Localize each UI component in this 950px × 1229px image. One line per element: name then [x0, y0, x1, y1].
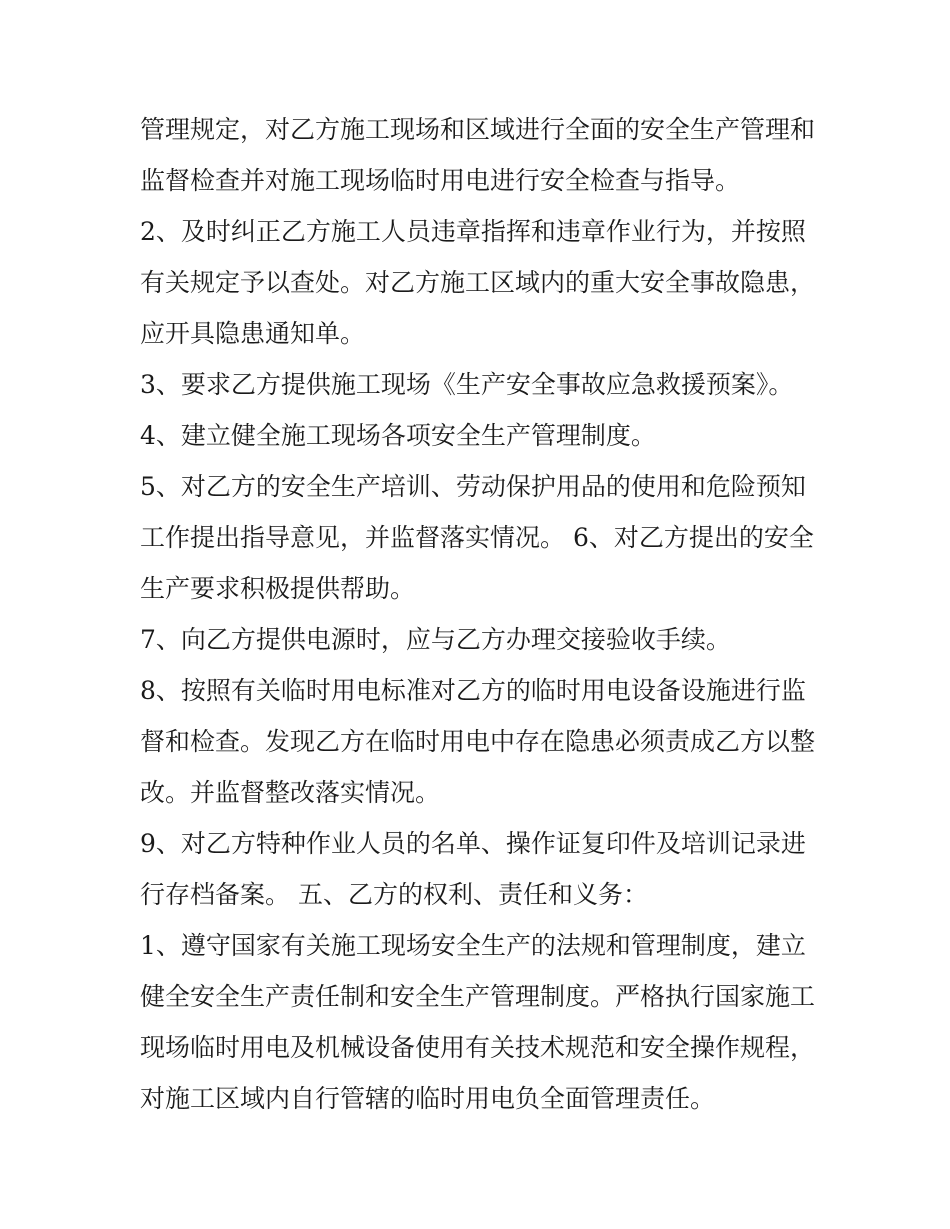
text-line: 7、向乙方提供电源时，应与乙方办理交接验收手续。 [140, 625, 731, 654]
text-line: 行存档备案。 五、乙方的权利、责任和义务： [140, 880, 648, 909]
text-line: 2、及时纠正乙方施工人员违章指挥和违章作业行为，并按照 [140, 217, 806, 246]
text-line: 3、要求乙方提供施工现场《生产安全事故应急救援预案》。 [140, 370, 794, 399]
text-line: 工作提出指导意见，并监督落实情况。 6、对乙方提出的安全 [140, 523, 814, 552]
text-line: 8、按照有关临时用电标准对乙方的临时用电设备设施进行监 [140, 676, 806, 705]
text-line: 5、对乙方的安全生产培训、劳动保护用品的使用和危险预知 [140, 472, 806, 501]
text-line: 改。并监督整改落实情况。 [140, 778, 441, 807]
document-body [140, 104, 820, 1124]
text-line: 对施工区域内自行管辖的临时用电负全面管理责任。 [140, 1084, 716, 1113]
text-line: 9、对乙方特种作业人员的名单、操作证复印件及培训记录进 [140, 829, 806, 858]
text-line: 应开具隐患通知单。 [140, 319, 366, 348]
text-line: 现场临时用电及机械设备使用有关技术规范和安全操作规程， [140, 1033, 816, 1062]
text-line: 管理规定，对乙方施工现场和区域进行全面的安全生产管理和 [140, 115, 816, 144]
text-line: 1、遵守国家有关施工现场安全生产的法规和管理制度，建立 [140, 931, 806, 960]
text-line: 4、建立健全施工现场各项安全生产管理制度。 [140, 421, 656, 450]
text-line: 监督检查并对施工现场临时用电进行安全检查与指导。 [140, 166, 741, 195]
text-line: 有关规定予以查处。对乙方施工区域内的重大安全事故隐患， [140, 268, 816, 297]
text-line: 生产要求积极提供帮助。 [140, 574, 416, 603]
text-line: 督和检查。发现乙方在临时用电中存在隐患必须责成乙方以整 [140, 727, 816, 756]
text-line: 健全安全生产责任制和安全生产管理制度。严格执行国家施工 [140, 982, 816, 1011]
